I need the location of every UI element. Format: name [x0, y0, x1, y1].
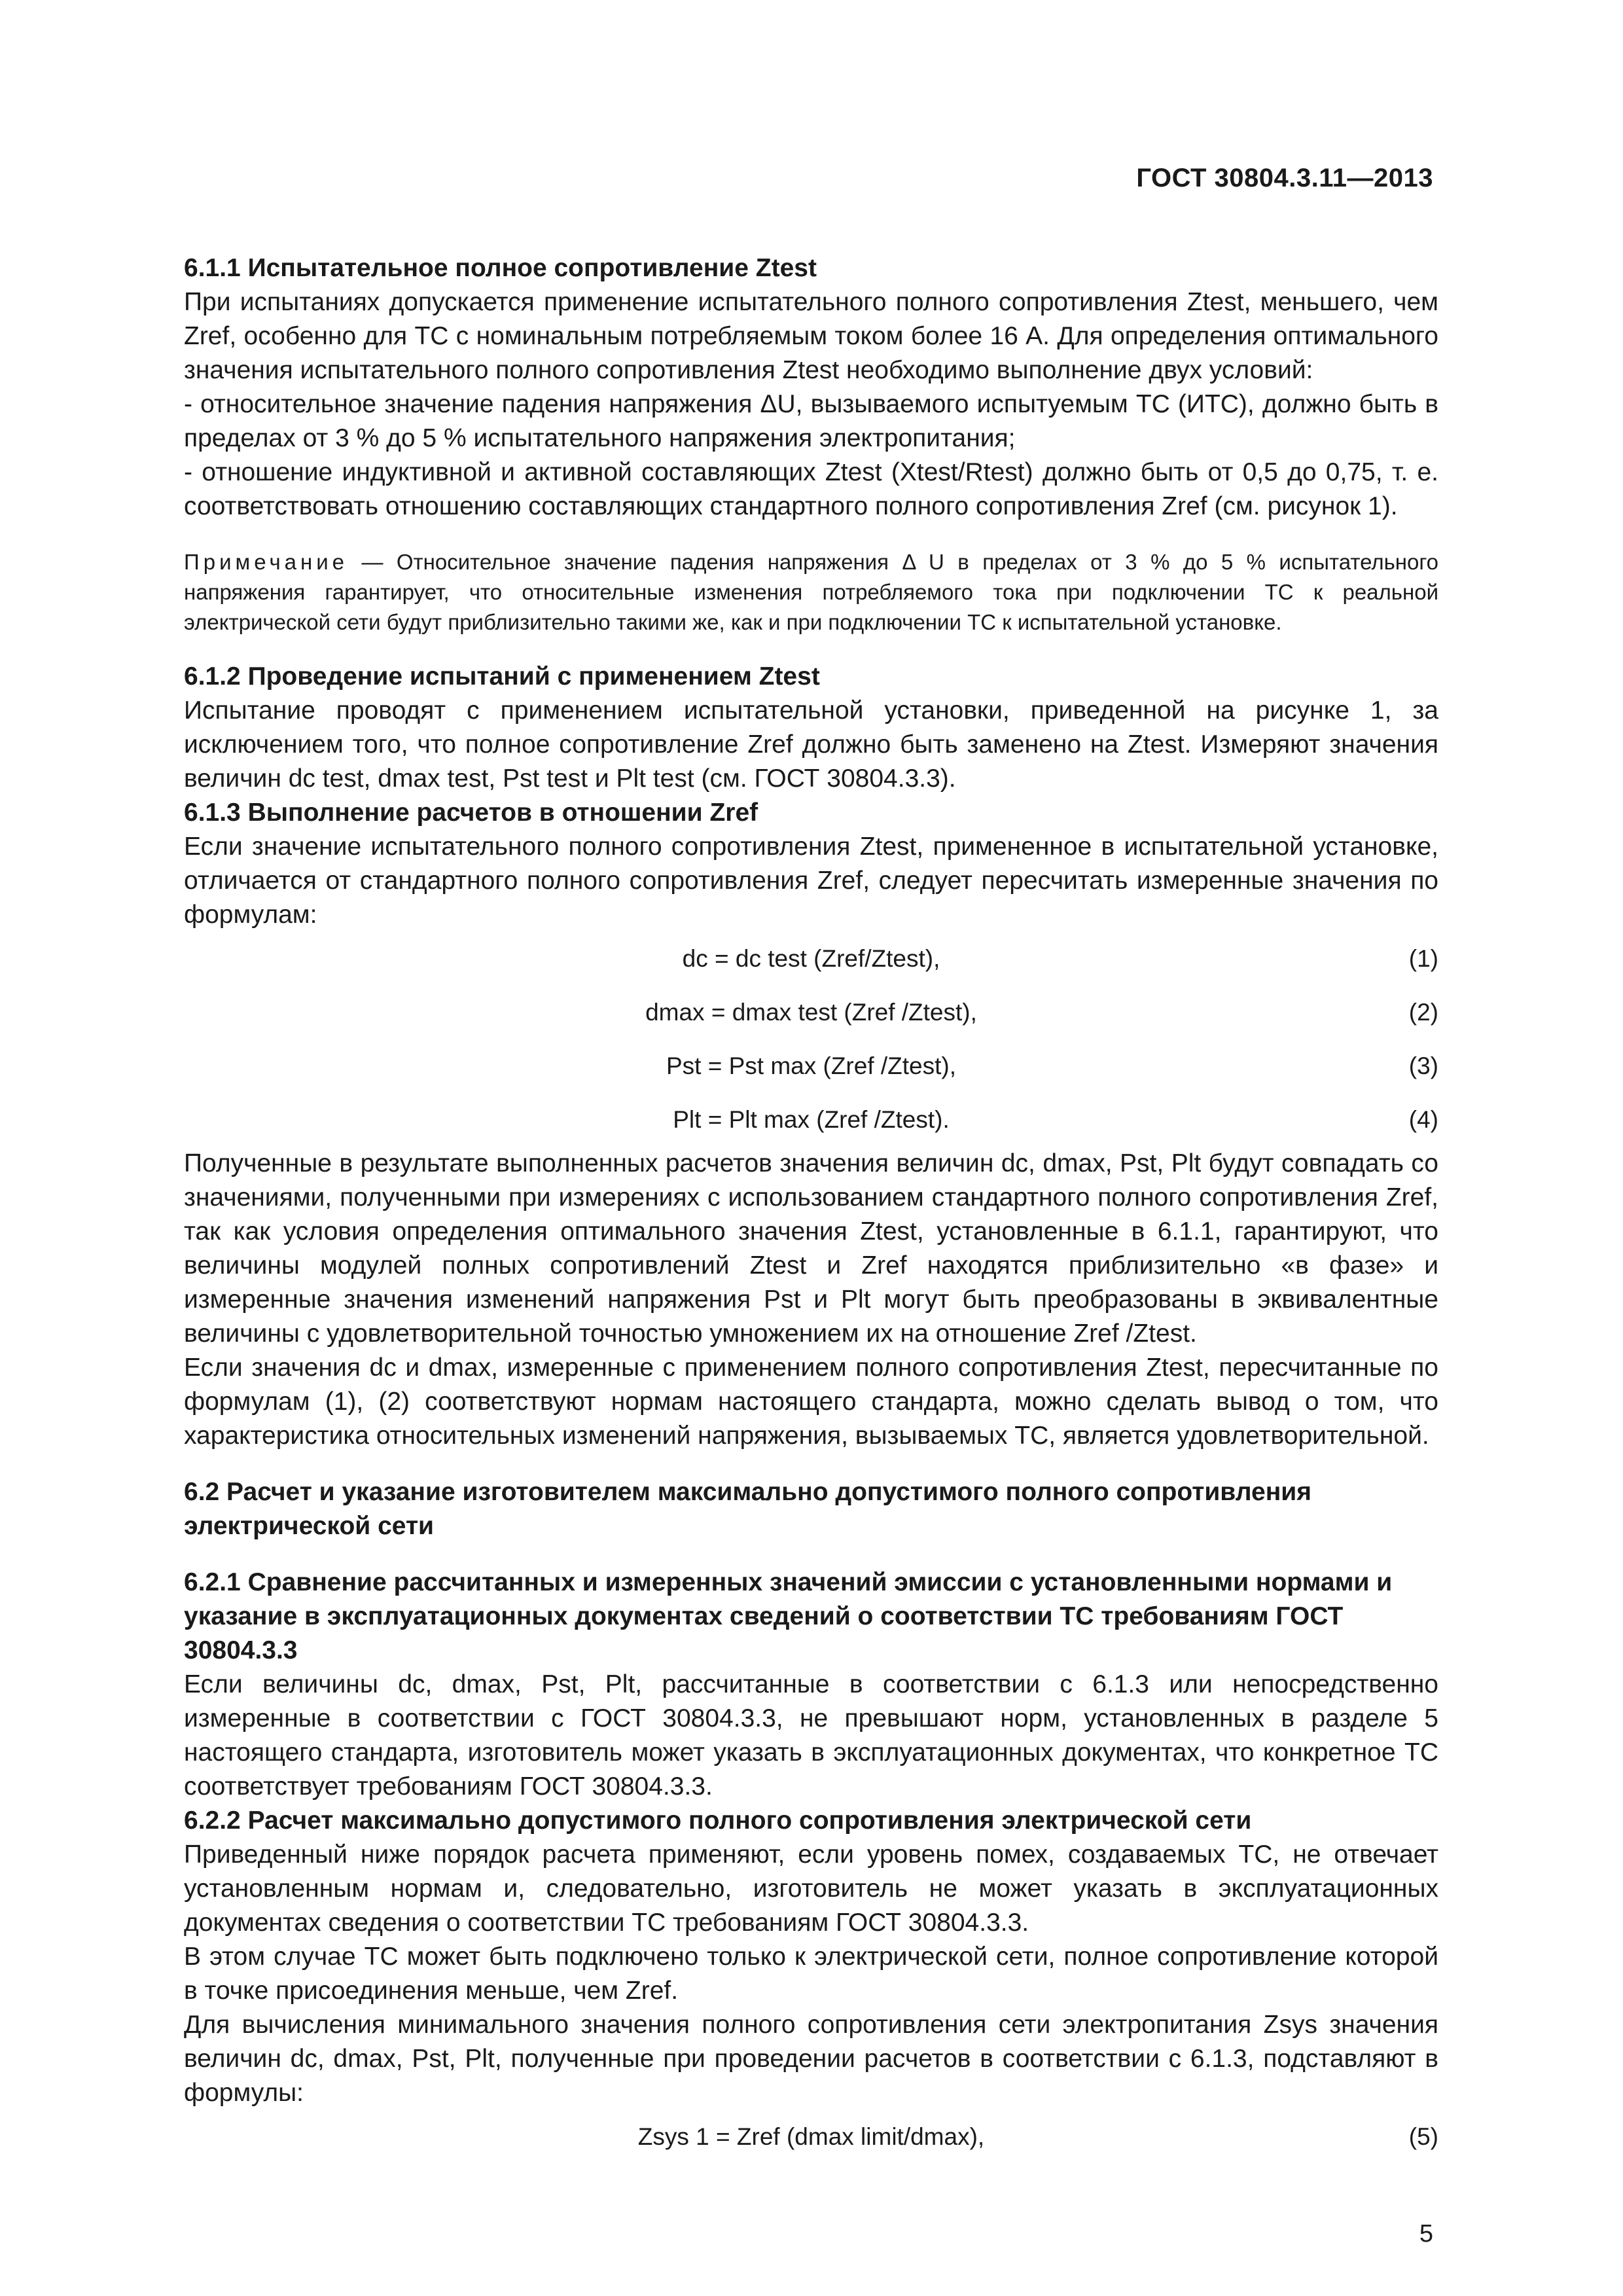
formula-2 [184, 986, 1438, 1039]
formula-5 [184, 2110, 1438, 2164]
paragraph: Приведенный ниже порядок расчета применяют, если уровень помех, создаваемых ТС, не отвечает установленным нормам и, следовательно, изготовитель не может указать в эксплуатационных документах сведения о соответствии ТС требованиям ГОСТ 30804.3.3. [184, 1840, 1438, 1937]
paragraph: Если величины dc, dmax, Pst, Plt, рассчитанные в соответствии с 6.1.3 или непосредственно измеренные в соответствии с ГОСТ 30804.3.3, не превышают норм, установленных в разделе 5 настоящего стандарта, изготовитель может указать в эксплуатационных документах, что конкретное ТС соответствует требованиям ГОСТ 30804.3.3. [184, 1670, 1438, 1801]
note [184, 547, 1438, 637]
formula-3 [184, 1039, 1438, 1093]
formula-number: (5) [1408, 2123, 1438, 2150]
formula-expression: Zsys 1 = Zref (dmax limit/dmax), [637, 2123, 985, 2150]
heading-6-1-1: 6.1.1 Испытательное полное сопротивление Ztest [184, 254, 817, 282]
heading-6-1-3: 6.1.3 Выполнение расчетов в отношении Zref [184, 798, 758, 827]
paragraph: Для вычисления минимального значения полного сопротивления сети электропитания Zsys значения величин dc, dmax, Pst, Plt, полученные при проведении расчетов в соответствии с 6.1.3, подставляют в формулы: [184, 2011, 1438, 2107]
paragraph: Если значения dc и dmax, измеренные с применением полного сопротивления Ztest, пересчитанные по формулам (1), (2) соответствуют нормам настоящего стандарта, можно сделать вывод о том, что характеристика относительных изменений напряжения, вызываемых ТС, является удовлетворительной. [184, 1354, 1438, 1450]
formula-number: (1) [1408, 945, 1438, 972]
note-text: — Относительное значение падения напряжения Δ U в пределах от 3 % до 5 % испытательного напряжения гарантирует, что относительные изменения потребляемого тока при подключении ТС к реальной электрической сети будут приблизительно такими же, как и при подключении ТС к испытательной установке. [184, 550, 1439, 634]
paragraph: Если значение испытательного полного сопротивления Ztest, примененное в испытательной установке, отличается от стандартного полного сопротивления Zref, следует пересчитать измеренные значения по формулам: [184, 833, 1438, 929]
formula-number: (2) [1408, 999, 1438, 1026]
formula-expression: dmax = dmax test (Zref /Ztest), [645, 999, 977, 1026]
note-label: Примечание [184, 550, 349, 574]
formula-1 [184, 932, 1438, 986]
paragraph: - отношение индуктивной и активной составляющих Ztest (Xtest/Rtest) должно быть от 0,5 до 0,75, т. е. соответствовать отношению составляющих стандартного полного сопротивления Zref (см. рисунок 1). [184, 458, 1438, 520]
heading-6-2-2: 6.2.2 Расчет максимально допустимого полного сопротивления электрической сети [184, 1806, 1252, 1835]
page-number: 5 [1419, 2220, 1433, 2248]
paragraph: В этом случае ТС может быть подключено только к электрической сети, полное сопротивление которой в точке присоединения меньше, чем Zref. [184, 1943, 1438, 2005]
paragraph: Полученные в результате выполненных расчетов значения величин dc, dmax, Pst, Plt будут совпадать со значениями, полученными при измерениях с использованием стандартного полного сопротивления Zref, так как условия определения оптимального значения Ztest, установленные в 6.1.1, гарантируют, что величины модулей полных сопротивлений Ztest и Zref находятся приблизительно «в фазе» и измеренные значения изменений напряжения Pst и Plt могут быть преобразованы в эквивалентные величины с удовлетворительной точностью умножением их на отношение Zref /Ztest. [184, 1149, 1438, 1348]
formula-expression: Plt = Plt max (Zref /Ztest). [673, 1106, 950, 1133]
document-body [184, 229, 1438, 2164]
formula-expression: Pst = Pst max (Zref /Ztest), [666, 1052, 957, 1079]
paragraph: - относительное значение падения напряжения ΔU, вызываемого испытуемым ТС (ИТС), должно быть в пределах от 3 % до 5 % испытательного напряжения электропитания; [184, 390, 1438, 452]
formula-number: (3) [1408, 1052, 1438, 1079]
formula-4 [184, 1093, 1438, 1147]
heading-6-2-1: 6.2.1 Сравнение рассчитанных и измеренных значений эмиссии с установленными нормами и указание в эксплуатационных документах сведений о соответствии ТС требованиям ГОСТ 30804.3.3 [184, 1568, 1393, 1664]
formula-expression: dc = dc test (Zref/Ztest), [682, 945, 940, 972]
document-header: ГОСТ 30804.3.11—2013 [1136, 164, 1433, 192]
formula-number: (4) [1408, 1106, 1438, 1133]
heading-6-2: 6.2 Расчет и указание изготовителем максимально допустимого полного сопротивления электрической сети [184, 1478, 1312, 1540]
paragraph: Испытание проводят с применением испытательной установки, приведенной на рисунке 1, за исключением того, что полное сопротивление Zref должно быть заменено на Ztest. Измеряют значения величин dc test, dmax test, Pst test и Plt test (см. ГОСТ 30804.3.3). [184, 696, 1438, 793]
paragraph: При испытаниях допускается применение испытательного полного сопротивления Ztest, меньшего, чем Zref, особенно для ТС с номинальным потребляемым током более 16 А. Для определения оптимального значения испытательного полного сопротивления Ztest необходимо выполнение двух условий: [184, 288, 1438, 384]
heading-6-1-2: 6.1.2 Проведение испытаний с применением Ztest [184, 662, 820, 691]
